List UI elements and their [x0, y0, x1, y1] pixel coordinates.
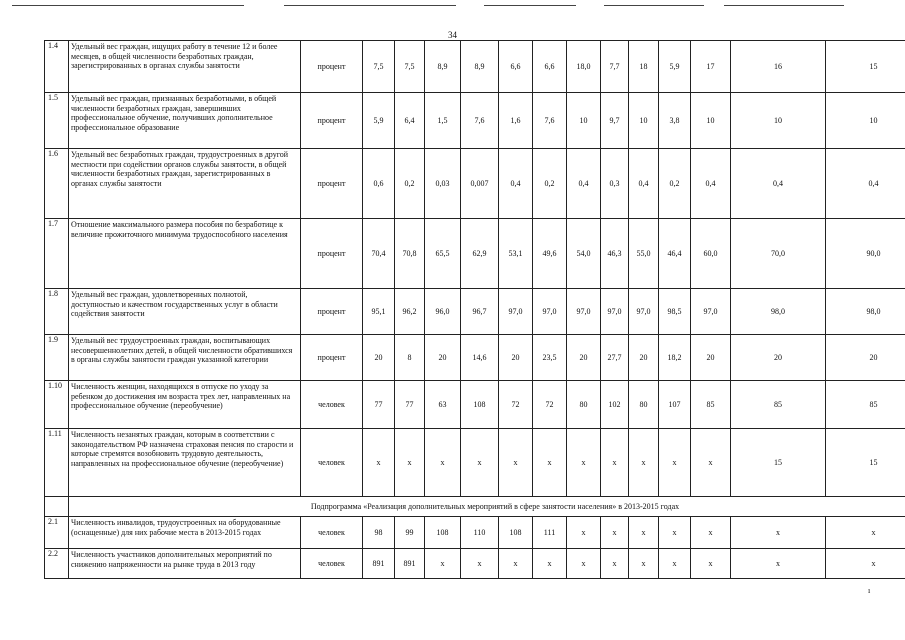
value-cell: 0,3 — [601, 149, 629, 219]
value-cell: х — [499, 429, 533, 497]
header-rule-2 — [284, 5, 456, 6]
value-cell: х — [629, 549, 659, 579]
value-cell: 17 — [691, 41, 731, 93]
value-cell: 108 — [499, 517, 533, 549]
value-cell: 20 — [567, 335, 601, 381]
value-cell: 8 — [395, 335, 425, 381]
row-number: 1.11 — [45, 429, 69, 497]
value-cell: 20 — [499, 335, 533, 381]
value-cell: х — [461, 429, 499, 497]
value-cell: 108 — [461, 381, 499, 429]
value-cell: 16 — [731, 41, 826, 93]
value-cell: 46,3 — [601, 219, 629, 289]
value-cell: 18,0 — [567, 41, 601, 93]
value-cell: 10 — [567, 93, 601, 149]
value-cell: 98,5 — [659, 289, 691, 335]
value-cell: 20 — [826, 335, 905, 381]
table-row — [45, 149, 905, 219]
value-cell: 98,0 — [731, 289, 826, 335]
value-cell: 1,6 — [499, 93, 533, 149]
header-rule-3 — [484, 5, 576, 6]
unit-cell: процент — [301, 149, 363, 219]
indicator-description: Численность инвалидов, трудоустроенных на оборудованные (оснащенные) для них рабочие места в 2013-2015 годах — [69, 517, 301, 549]
subprogram-title: Подпрограмма «Реализация дополнительных мероприятий в сфере занятости населения» в 2013-2015 годах — [69, 497, 905, 517]
indicator-description: Удельный вес безработных граждан, трудоустроенных в другой местности при содействии органов службы занятости, в общей численности безработных граждан, зарегистрированных в органах службы занятости — [69, 149, 301, 219]
value-cell: 102 — [601, 381, 629, 429]
indicator-description: Численность женщин, находящихся в отпуске по уходу за ребенком до достижения им возраста трех лет, направленных на профессиональное обучение (переобучение) — [69, 381, 301, 429]
value-cell: 70,8 — [395, 219, 425, 289]
value-cell: 54,0 — [567, 219, 601, 289]
value-cell: х — [826, 549, 905, 579]
value-cell: х — [395, 429, 425, 497]
page-number: 34 — [448, 30, 457, 40]
row-number: 1.10 — [45, 381, 69, 429]
table-row — [45, 219, 905, 289]
value-cell: 0,007 — [461, 149, 499, 219]
subprogram-row — [45, 497, 905, 517]
value-cell: 55,0 — [629, 219, 659, 289]
value-cell: 7,5 — [395, 41, 425, 93]
value-cell: 0,2 — [659, 149, 691, 219]
indicator-description: Численность незанятых граждан, которым в соответствии с законодательством РФ назначена страховая пенсия по старости и которые стремятся возобновить трудовую деятельность, направленных на профессиональное обучение (переобучение) — [69, 429, 301, 497]
value-cell: 20 — [425, 335, 461, 381]
value-cell: 10 — [731, 93, 826, 149]
value-cell: 20 — [629, 335, 659, 381]
value-cell: х — [601, 549, 629, 579]
value-cell: х — [691, 429, 731, 497]
table-row — [45, 289, 905, 335]
value-cell: 85 — [731, 381, 826, 429]
value-cell: 891 — [363, 549, 395, 579]
value-cell: 60,0 — [691, 219, 731, 289]
unit-cell: процент — [301, 219, 363, 289]
unit-cell: человек — [301, 517, 363, 549]
value-cell: х — [461, 549, 499, 579]
value-cell: 7,6 — [533, 93, 567, 149]
row-number: 1.6 — [45, 149, 69, 219]
value-cell: 65,5 — [425, 219, 461, 289]
value-cell: 10 — [826, 93, 905, 149]
value-cell: 0,4 — [499, 149, 533, 219]
value-cell: 14,6 — [461, 335, 499, 381]
row-number: 2.2 — [45, 549, 69, 579]
value-cell: 6,6 — [533, 41, 567, 93]
value-cell: 0,03 — [425, 149, 461, 219]
table-row — [45, 517, 905, 549]
value-cell: 111 — [533, 517, 567, 549]
value-cell: 0,4 — [567, 149, 601, 219]
table-row — [45, 93, 905, 149]
value-cell: 5,9 — [363, 93, 395, 149]
value-cell: 0,2 — [533, 149, 567, 219]
row-number: 2.1 — [45, 517, 69, 549]
value-cell: х — [659, 549, 691, 579]
value-cell: 15 — [731, 429, 826, 497]
value-cell: х — [659, 429, 691, 497]
value-cell: 0,4 — [691, 149, 731, 219]
value-cell: х — [533, 429, 567, 497]
value-cell: х — [601, 517, 629, 549]
value-cell: 77 — [395, 381, 425, 429]
value-cell: 0,4 — [629, 149, 659, 219]
value-cell: 97,0 — [499, 289, 533, 335]
row-number: 1.8 — [45, 289, 69, 335]
value-cell: х — [567, 517, 601, 549]
value-cell: 9,7 — [601, 93, 629, 149]
indicators-table — [44, 40, 905, 579]
value-cell: х — [425, 429, 461, 497]
value-cell: 8,9 — [461, 41, 499, 93]
value-cell: 90,0 — [826, 219, 905, 289]
row-number: 1.9 — [45, 335, 69, 381]
value-cell: 23,5 — [533, 335, 567, 381]
value-cell: х — [691, 549, 731, 579]
indicator-description: Отношение максимального размера пособия по безработице к величине прожиточного минимума трудоспособного населения — [69, 219, 301, 289]
value-cell: 27,7 — [601, 335, 629, 381]
unit-cell: человек — [301, 381, 363, 429]
value-cell: х — [499, 549, 533, 579]
value-cell: 891 — [395, 549, 425, 579]
value-cell: х — [629, 429, 659, 497]
indicator-description: Удельный вес граждан, признанных безработными, в общей численности безработных граждан, завершивших профессиональное обучение, получивших дополнительное профессиональное образование — [69, 93, 301, 149]
value-cell: 72 — [533, 381, 567, 429]
value-cell: 97,0 — [533, 289, 567, 335]
table-row — [45, 429, 905, 497]
value-cell: 0,4 — [826, 149, 905, 219]
row-number: 1.4 — [45, 41, 69, 93]
value-cell: 0,6 — [363, 149, 395, 219]
header-rule-4 — [604, 5, 704, 6]
value-cell: 3,8 — [659, 93, 691, 149]
indicator-description: Удельный вес граждан, удовлетворенных полнотой, доступностью и качеством государственных услуг в области содействия занятости — [69, 289, 301, 335]
value-cell: х — [731, 517, 826, 549]
value-cell: 53,1 — [499, 219, 533, 289]
table-row — [45, 41, 905, 93]
value-cell: 18 — [629, 41, 659, 93]
indicator-description: Численность участников дополнительных мероприятий по снижению напряженности на рынке труда в 2013 году — [69, 549, 301, 579]
value-cell: 7,5 — [363, 41, 395, 93]
value-cell: 7,6 — [461, 93, 499, 149]
value-cell: х — [425, 549, 461, 579]
value-cell: 1,5 — [425, 93, 461, 149]
indicator-description: Удельный вес трудоустроенных граждан, воспитывающих несовершеннолетних детей, в общей численности обратившихся в органы службы занятости граждан указанной категории — [69, 335, 301, 381]
value-cell: 107 — [659, 381, 691, 429]
header-rule-1 — [12, 5, 244, 6]
value-cell: 97,0 — [691, 289, 731, 335]
value-cell: 96,7 — [461, 289, 499, 335]
value-cell: 49,6 — [533, 219, 567, 289]
header-rule-5 — [724, 5, 844, 6]
unit-cell: процент — [301, 93, 363, 149]
value-cell: 70,4 — [363, 219, 395, 289]
row-number: 1.5 — [45, 93, 69, 149]
value-cell: 20 — [731, 335, 826, 381]
value-cell: 10 — [629, 93, 659, 149]
value-cell: 110 — [461, 517, 499, 549]
value-cell: 99 — [395, 517, 425, 549]
value-cell: 108 — [425, 517, 461, 549]
row-number: 1.7 — [45, 219, 69, 289]
value-cell: 10 — [691, 93, 731, 149]
value-cell: х — [567, 429, 601, 497]
value-cell: 97,0 — [601, 289, 629, 335]
value-cell: 6,4 — [395, 93, 425, 149]
unit-cell: процент — [301, 335, 363, 381]
value-cell: х — [601, 429, 629, 497]
value-cell: 98,0 — [826, 289, 905, 335]
unit-cell: процент — [301, 289, 363, 335]
value-cell: 95,1 — [363, 289, 395, 335]
value-cell: 97,0 — [629, 289, 659, 335]
value-cell: 18,2 — [659, 335, 691, 381]
unit-cell: процент — [301, 41, 363, 93]
value-cell: 20 — [691, 335, 731, 381]
value-cell: 96,2 — [395, 289, 425, 335]
value-cell: 63 — [425, 381, 461, 429]
value-cell: 85 — [691, 381, 731, 429]
value-cell: 77 — [363, 381, 395, 429]
indicator-description: Удельный вес граждан, ищущих работу в течение 12 и более месяцев, в общей численности безработных граждан, зарегистрированных в органах службы занятости — [69, 41, 301, 93]
value-cell: 80 — [567, 381, 601, 429]
value-cell: 0,4 — [731, 149, 826, 219]
value-cell: 46,4 — [659, 219, 691, 289]
table-row — [45, 381, 905, 429]
value-cell: х — [659, 517, 691, 549]
value-cell: х — [731, 549, 826, 579]
value-cell: 80 — [629, 381, 659, 429]
value-cell: 70,0 — [731, 219, 826, 289]
value-cell: 98 — [363, 517, 395, 549]
value-cell: 85 — [826, 381, 905, 429]
table-row — [45, 335, 905, 381]
value-cell: х — [533, 549, 567, 579]
value-cell: х — [363, 429, 395, 497]
subprogram-number-cell — [45, 497, 69, 517]
value-cell: 5,9 — [659, 41, 691, 93]
value-cell: 96,0 — [425, 289, 461, 335]
value-cell: 0,2 — [395, 149, 425, 219]
value-cell: 6,6 — [499, 41, 533, 93]
value-cell: 7,7 — [601, 41, 629, 93]
value-cell: 20 — [363, 335, 395, 381]
value-cell: х — [826, 517, 905, 549]
value-cell: 62,9 — [461, 219, 499, 289]
unit-cell: человек — [301, 429, 363, 497]
value-cell: х — [629, 517, 659, 549]
value-cell: х — [567, 549, 601, 579]
corner-mark: ı — [868, 586, 871, 595]
value-cell: 15 — [826, 41, 905, 93]
table-row — [45, 549, 905, 579]
value-cell: 15 — [826, 429, 905, 497]
value-cell: х — [691, 517, 731, 549]
unit-cell: человек — [301, 549, 363, 579]
value-cell: 72 — [499, 381, 533, 429]
value-cell: 8,9 — [425, 41, 461, 93]
value-cell: 97,0 — [567, 289, 601, 335]
